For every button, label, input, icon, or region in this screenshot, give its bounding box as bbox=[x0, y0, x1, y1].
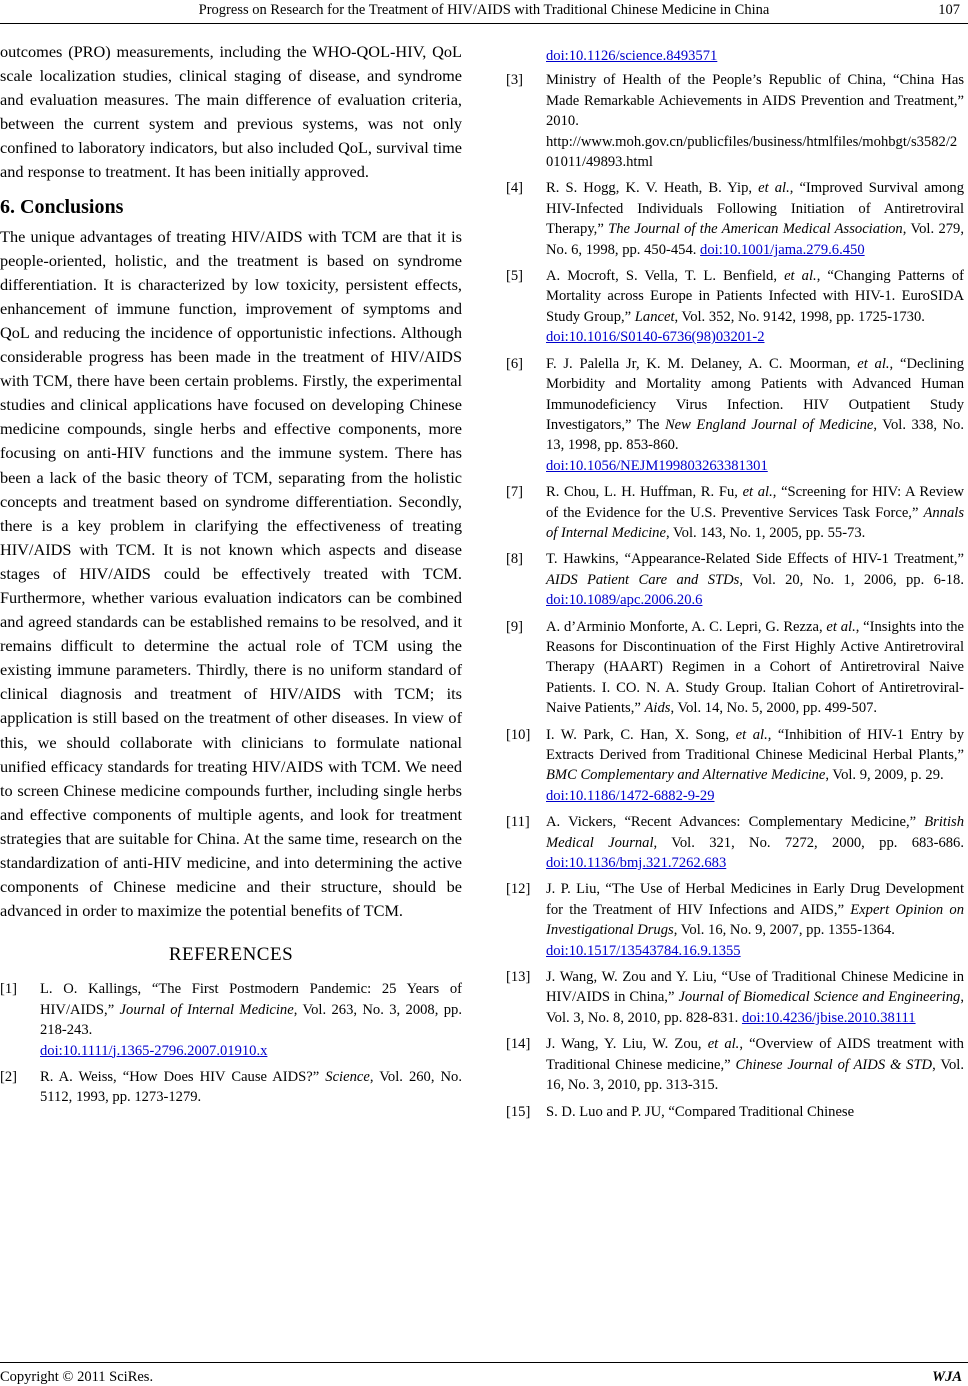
reference-number: [11] bbox=[506, 814, 530, 831]
reference-text: F. J. Palella Jr, K. M. Delaney, A. C. Moorman, et al., “Declining Morbidity and Mortality among Patients with Advanced Human Immunodeficiency Virus Infection. HIV Outpatient Study Investigators,” The New England Journal of Medicine, Vol. 338, No. 13, 1998, pp. 853-860. doi:10.1056/NEJM199803263381301 bbox=[546, 354, 964, 476]
reference-text: A. d’Arminio Monforte, A. C. Lepri, G. Rezza, et al., “Insights into the Reasons for Discontinuation of the First Highly Active Antiretroviral Therapy (HAART) Regimen in a Cohort of Antiretroviral Naive Patients. I. CO. N. A. Study Group. Italian Cohort of Antiretroviral-Naive Patients,” Aids, Vol. 14, No. 5, 2000, pp. 499-507. bbox=[546, 618, 964, 717]
reference-number: [3] bbox=[506, 72, 524, 89]
reference-text: I. W. Park, C. Han, X. Song, et al., “Inhibition of HIV-1 Entry by Extracts Derived from Traditional Chinese Medicinal Herbal Plants,” BMC Complementary and Alternative Medicine, Vol. 9, 2009, p. 29. doi:10.1186/1472-6882-9-29 bbox=[546, 725, 964, 807]
reference-number: [13] bbox=[506, 969, 531, 986]
reference-item bbox=[506, 70, 964, 172]
reference-item bbox=[506, 617, 964, 719]
conclusions-section bbox=[0, 225, 462, 924]
reference-number: [7] bbox=[506, 484, 524, 501]
reference-number: [2] bbox=[0, 1068, 18, 1085]
journal-abbreviation: WJA bbox=[932, 1369, 962, 1385]
reference-text: J. Wang, W. Zou and Y. Liu, “Use of Traditional Chinese Medicine in HIV/AIDS in China,” Journal of Biomedical Science and Engineering, Vol. 3, No. 8, 2010, pp. 828-831. doi:10.4236/jbise.2010.38111 bbox=[546, 969, 964, 1026]
reference-number: [12] bbox=[506, 881, 531, 898]
doi-link[interactable]: doi:10.1517/13543784.16.9.1355 bbox=[546, 942, 741, 959]
reference-item bbox=[506, 482, 964, 543]
reference-item bbox=[0, 979, 462, 1061]
reference-item bbox=[506, 354, 964, 476]
doi-link[interactable]: doi:10.1186/1472-6882-9-29 bbox=[546, 787, 715, 804]
reference-number: [8] bbox=[506, 551, 524, 568]
left-column bbox=[0, 40, 462, 1114]
conclusions-heading: 6. Conclusions bbox=[0, 195, 124, 218]
doi-link[interactable]: doi:10.1126/science.8493571 bbox=[546, 48, 718, 64]
reference-text: A. Mocroft, S. Vella, T. L. Benfield, et al., “Changing Patterns of Mortality across Europe in Patients Infected with HIV-1. EuroSIDA Study Group,” Lancet, Vol. 352, No. 9142, 1998, pp. 1725-1730. doi:10.1016/S0140-6736(98)03201-2 bbox=[546, 266, 964, 348]
reference-item bbox=[506, 178, 964, 260]
reference-continuation bbox=[506, 46, 964, 66]
reference-item bbox=[0, 1067, 462, 1108]
reference-item bbox=[506, 812, 964, 873]
reference-item bbox=[506, 1034, 964, 1095]
page-number: 107 bbox=[938, 2, 960, 18]
doi-link[interactable]: doi:10.1089/apc.2006.20.6 bbox=[546, 592, 703, 609]
reference-item bbox=[506, 266, 964, 348]
reference-number: [9] bbox=[506, 618, 524, 635]
body-paragraph bbox=[0, 40, 462, 185]
reference-item bbox=[506, 879, 964, 961]
right-column bbox=[506, 46, 964, 1128]
reference-item bbox=[506, 967, 964, 1028]
reference-item bbox=[506, 1102, 964, 1122]
reference-text: R. A. Weiss, “How Does HIV Cause AIDS?” Science, Vol. 260, No. 5112, 1993, pp. 1273-1279. bbox=[40, 1068, 462, 1106]
page-header bbox=[0, 0, 968, 24]
doi-link[interactable]: doi:10.4236/jbise.2010.38111 bbox=[741, 1009, 916, 1026]
reference-text: R. S. Hogg, K. V. Heath, B. Yip, et al., “Improved Survival among HIV-Infected Individuals Following Initiation of Antiretroviral Therapy,” The Journal of the American Medical Association, Vol. 279, No. 6, 1998, pp. 450-454. doi:10.1001/jama.279.6.450 bbox=[546, 180, 964, 258]
conclusions-paragraph: The unique advantages of treating HIV/AIDS with TCM are that it is people-oriented, holistic, and the treatment is based on syndrome differentiation. It is characterized by low toxicity, persistent effects, enhancement of immune function, improvement of symptoms and QoL and reducing the incidence of opportunistic infections. Although considerable progress has been made in the treatment of HIV/AIDS with TCM, there have been certain problems. Firstly, the experimental studies and clinical applications have focused on developing Chinese medicine compounds, single herbs and effective components, more focusing on anti-HIV functions and the immune system. There has been a lack of the basic theory of TCM, separating from the holistic concepts and treatment based on syndrome differentiation. Secondly, there is a key problem in clarifying the effectiveness of treating HIV/AIDS with TCM. It is not known which aspects and disease stages of HIV/AIDS could be effectively treated with TCM. Furthermore, whether various evaluation indicators can be combined and agreed standards can be established remains to be resolved, and it remains difficult to determine the actual role of TCM using the existing immune parameters. Thirdly, there is no uniform standard of clinical diagnosis and treatment of HIV/AIDS with TCM; its application is still based on the treatment of other diseases. In view of this, we should collaborate with clinicians to formulate national unified efficacy standards for treating HIV/AIDS with TCM. We need to screen Chinese medicine compounds further, including single herbs and effective components of multiple agents, and look for treatment strategies that are suitable for China. At the same time, research on the standardization of anti-HIV medicine, and into determining the active components of Chinese medicine and their structure, should be advanced in order to maximize the potential benefits of TCM. bbox=[0, 226, 462, 921]
reference-number: [5] bbox=[506, 268, 524, 285]
copyright-notice: Copyright © 2011 SciRes. bbox=[0, 1369, 154, 1385]
reference-number: [15] bbox=[506, 1103, 531, 1120]
reference-url[interactable]: http://www.moh.gov.cn/publicfiles/business/htmlfiles/mohbgt/s3582/201011/49893.html bbox=[546, 133, 958, 171]
reference-number: [4] bbox=[506, 180, 524, 197]
reference-item bbox=[506, 725, 964, 807]
continued-paragraph: outcomes (PRO) measurements, including the WHO-QOL-HIV, QoL scale localization studies, clinical staging of disease, and syndrome and evaluation measures. The main difference of evaluation criteria, between the current system and previous systems, was not only confined to laboratory indicators, but also included QoL, survival time and response to treatment. It has been initially approved. bbox=[0, 42, 462, 182]
reference-text: J. P. Liu, “The Use of Herbal Medicines in Early Drug Development for the Treatment of HIV Infections and AIDS,” Expert Opinion on Investigational Drugs, Vol. 16, No. 9, 2007, pp. 1355-1364. doi:10.1517/13543784.16.9.1355 bbox=[546, 879, 964, 961]
reference-number: [14] bbox=[506, 1036, 531, 1053]
doi-link[interactable]: doi:10.1016/S0140-6736(98)03201-2 bbox=[546, 329, 765, 346]
page-footer bbox=[0, 1362, 968, 1386]
doi-link[interactable]: doi:10.1136/bmj.321.7262.683 bbox=[546, 855, 727, 872]
reference-number: [1] bbox=[0, 981, 18, 998]
running-title: Progress on Research for the Treatment of HIV/AIDS with Traditional Chinese Medicine in China bbox=[198, 2, 770, 18]
reference-text: A. Vickers, “Recent Advances: Complementary Medicine,” British Medical Journal, Vol. 321, No. 7272, 2000, pp. 683-686. doi:10.1136/bmj.321.7262.683 bbox=[546, 814, 964, 872]
doi-link[interactable]: doi:10.1111/j.1365-2796.2007.01910.x bbox=[40, 1042, 268, 1059]
reference-text: J. Wang, Y. Liu, W. Zou, et al., “Overview of AIDS treatment with Traditional Chinese medicine,” Chinese Journal of AIDS & STD, Vol. 16, No. 3, 2010, pp. 313-315. bbox=[546, 1036, 964, 1094]
reference-number: [6] bbox=[506, 355, 524, 372]
reference-item bbox=[506, 549, 964, 610]
reference-text: R. Chou, L. H. Huffman, R. Fu, et al., “Screening for HIV: A Review of the Evidence for the U.S. Preventive Services Task Force,” Annals of Internal Medicine, Vol. 143, No. 1, 2005, pp. 55-73. bbox=[546, 484, 964, 541]
reference-number: [10] bbox=[506, 726, 531, 743]
reference-text: S. D. Luo and P. JU, “Compared Traditional Chinese bbox=[546, 1103, 855, 1120]
doi-link[interactable]: doi:10.1056/NEJM199803263381301 bbox=[546, 457, 768, 474]
reference-text: L. O. Kallings, “The First Postmodern Pandemic: 25 Years of HIV/AIDS,” Journal of Internal Medicine, Vol. 263, No. 3, 2008, pp. 218-243. doi:10.1111/j.1365-2796.2007.01910.x bbox=[40, 979, 462, 1061]
doi-link[interactable]: doi:10.1001/jama.279.6.450 bbox=[700, 241, 865, 258]
references-heading: REFERENCES bbox=[168, 944, 294, 966]
reference-text: Ministry of Health of the People’s Republic of China, “China Has Made Remarkable Achievements in AIDS Prevention and Treatment,” 2010. http://www.moh.gov.cn/publicfiles/business/htmlfiles/mohbgt/s3582/201011/49893.html bbox=[546, 70, 964, 172]
reference-text: T. Hawkins, “Appearance-Related Side Effects of HIV-1 Treatment,” AIDS Patient Care and STDs, Vol. 20, No. 1, 2006, pp. 6-18. doi:10.1089/apc.2006.20.6 bbox=[546, 551, 964, 609]
